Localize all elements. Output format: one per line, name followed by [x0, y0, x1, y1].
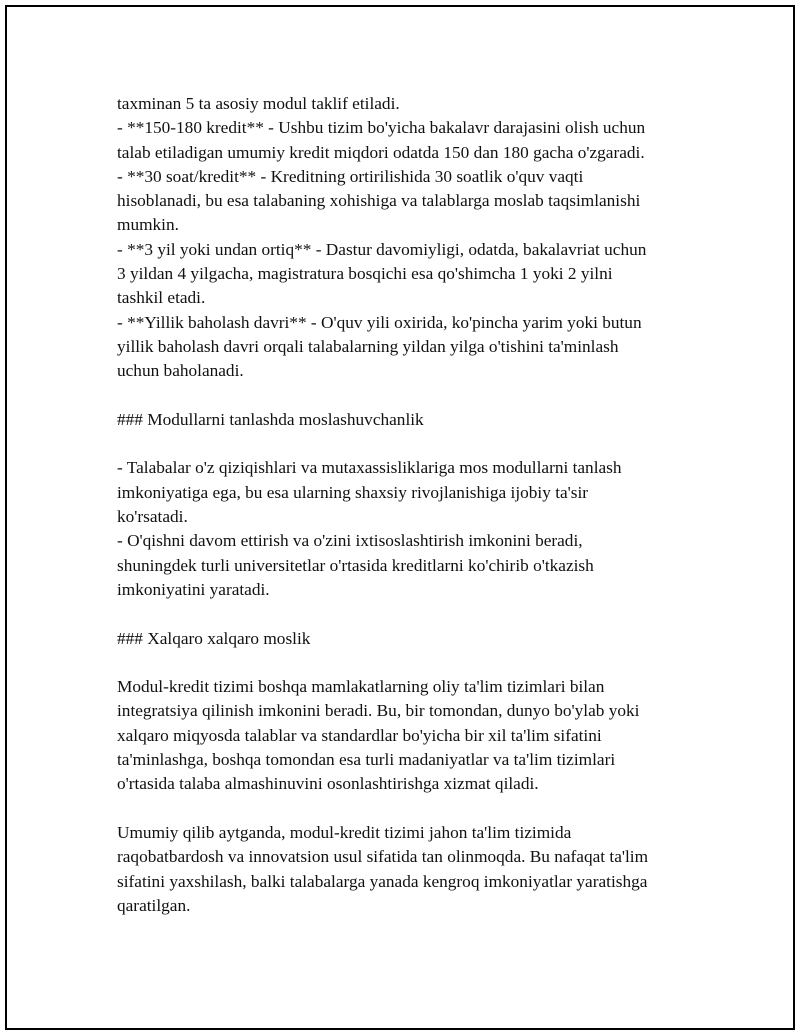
paragraph-conclusion: Umumiy qilib aytganda, modul-kredit tizimi jahon ta'lim tizimida raqobatbardosh va innovatsion usul sifatida tan olinmoqda. Bu nafaqat ta'lim sifatini yaxshilash, balki talabalarga yanada kengroq imkoniyatlar yaratishga qaratilgan. — [117, 822, 649, 915]
spacer — [117, 797, 697, 821]
spacer — [117, 651, 697, 675]
list-item-hours: - **30 soat/kredit** - Kreditning ortirilishida 30 soatlik o'quv vaqti hisoblanadi, bu esa talabaning xohishiga va talablarga moslab taqsimlanishi mumkin. — [117, 166, 641, 235]
document-body — [117, 92, 697, 918]
list-item-module-choice: - Talabalar o'z qiziqishlari va mutaxassisliklariga mos modullarni tanlash imkoniyatiga ega, bu esa ularning shaxsiy rivojlanishiga ijobiy ta'sir ko'rsatadi. — [117, 458, 622, 527]
intro-line: taxminan 5 ta asosiy modul taklif etiladi. — [117, 94, 400, 113]
section-heading-flexibility: ### Modullarni tanlashda moslashuvchanlik — [117, 409, 424, 429]
list-item-assessment: - **Yillik baholash davri** - O'quv yili oxirida, ko'pincha yarim yoki butun yillik baholash davri orqali talabalarning yildan yilga o'tishini ta'minlash uchun baholanadi. — [117, 312, 642, 381]
spacer — [117, 384, 697, 408]
list-item-credits: - **150-180 kredit** - Ushbu tizim bo'yicha bakalavr darajasini olish uchun talab etiladigan umumiy kredit miqdori odatda 150 dan 180 gacha o'zgaradi. — [117, 118, 646, 162]
list-item-duration: - **3 yil yoki undan ortiq** - Dastur davomiyligi, odatda, bakalavriat uchun 3 yildan 4 yilgacha, magistratura bosqichi esa qo'shimcha 1 yoki 2 yilni tashkil etadi. — [117, 239, 647, 308]
spacer — [117, 432, 697, 456]
spacer — [117, 602, 697, 626]
list-item-specialization: - O'qishni davom ettirish va o'zini ixtisoslashtirish imkonini beradi, shuningdek turli universitetlar o'rtasida kreditlarni ko'chirib o'tkazish imkoniyatini yaratadi. — [117, 531, 594, 599]
section-heading-international: ### Xalqaro xalqaro moslik — [117, 628, 311, 648]
paragraph-integration: Modul-kredit tizimi boshqa mamlakatlarning oliy ta'lim tizimlari bilan integratsiya qilinish imkonini beradi. Bu, bir tomondan, dunyo bo'ylab yoki xalqaro miqyosda talablar va standardlar bo'yicha bir xil ta'lim sifatini ta'minlashga, boshqa tomondan esa turli madaniyatlar va ta'lim tizimlari o'rtasida talaba almashinuvini osonlashtirishga xizmat qiladi. — [117, 677, 640, 794]
